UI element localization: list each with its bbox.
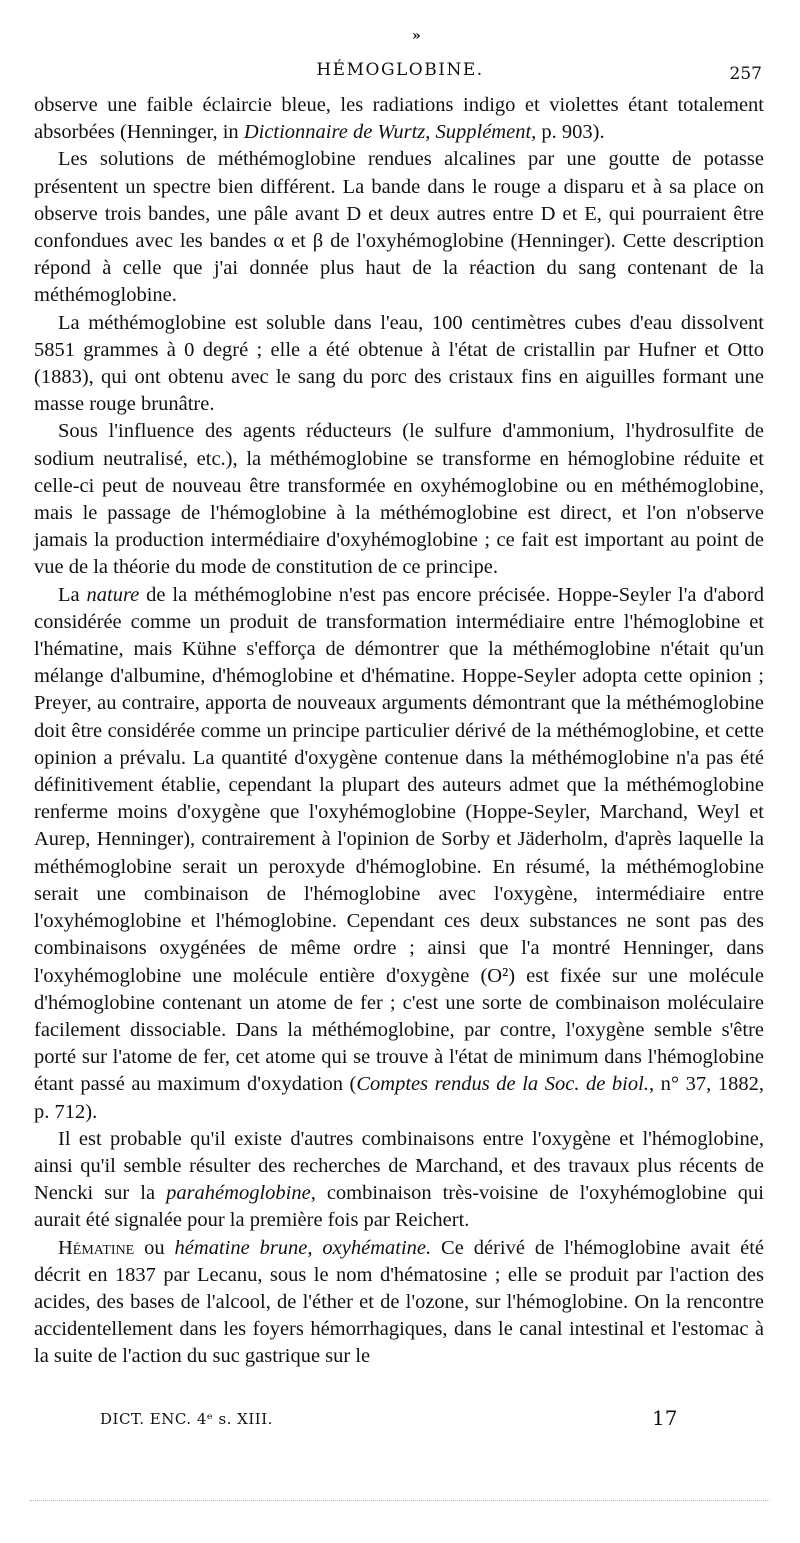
paragraph-6-italic: parahémoglobine, — [166, 1182, 316, 1205]
paragraph-6-tail: combinaison très-voisine de l'oxyhémoglobine qui aurait été signalée pour la première fois par Reichert. — [34, 1182, 765, 1232]
paragraph-7-term: Hématine — [58, 1236, 135, 1259]
footer — [0, 1406, 800, 1436]
footer-signature: DICT. ENC. 4ᵉ s. XIII. — [100, 1410, 273, 1428]
paragraph-7-or: ou — [134, 1236, 175, 1259]
paragraph-1-italic: Dictionnaire de Wurtz, Supplément, — [243, 121, 537, 144]
paragraph-7 — [34, 1235, 764, 1371]
body-text — [34, 92, 764, 1371]
paragraph-5 — [34, 582, 764, 1126]
running-head — [0, 60, 800, 90]
page-number: 257 — [729, 64, 762, 84]
paragraph-1-text: observe une faible éclaircie bleue, les radiations indigo et violettes étant totalement absorbées (Henninger, in — [34, 94, 764, 144]
paragraph-5-tail: , n° 37, 1882, p. 712). — [34, 1073, 764, 1123]
paragraph-1 — [34, 92, 764, 146]
paragraph-5-text: de la méthémoglobine n'est pas encore précisée. Hoppe-Seyler l'a d'abord considérée comme un produit de transformation intermédiaire entre l'hémoglobine et l'hématine, mais Kühne s'efforça de démontrer que la méthémoglobine n'était qu'un mélange d'albumine, d'hémoglobine et d'hématine. Hoppe-Seyler adopta cette opinion ; Preyer, au contraire, apporta de nouveaux arguments démontrant que la méthémoglobine doit être considérée comme un principe particulier dérivé de la méthémoglobine, et cette opinion a prévalu. La quantité d'oxygène contenue dans la méthémoglobine n'a pas été définitivement établie, cependant la plupart des auteurs admet que la méthémoglobine renferme moins d'oxygène que l'oxyhémoglobine (Hoppe-Seyler, Marchand, Weyl et Aurep, Henninger), contrairement à l'opinion de Sorby et Jäderholm, d'après laquelle la méthémoglobine serait un peroxyde d'hémoglobine. En résumé, la méthémoglobine serait une combinaison de l'hémoglobine avec l'oxygène, intermédiaire entre l'oxyhémoglobine et l'hémoglobine. Cependant ces deux substances ne sont pas des combinaisons oxygénées de même ordre ; ainsi que l'a montré Henninger, dans l'oxyhémoglobine une molécule entière d'oxygène (O²) est fixée sur une molécule d'hémoglobine contenant un atome de fer ; c'est une sorte de combinaison moléculaire facilement dissociable. Dans la méthémoglobine, par contre, l'oxygène semble s'être porté sur l'atome de fer, cet atome qui se trouve à l'état de minimum dans l'hémoglobine étant passé au maximum d'oxydation ( — [34, 583, 764, 1096]
running-head-title: HÉMOGLOBINE. — [316, 60, 484, 80]
paragraph-5-citation: Comptes rendus de la Soc. de biol. — [356, 1073, 649, 1096]
paragraph-6-text: Il est probable qu'il existe d'autres combinaisons entre l'oxygène et l'hémoglobine, ainsi qu'il semble résulter des recherches de Marchand, et des travaux plus récents de Nencki sur la — [34, 1127, 764, 1205]
paragraph-7-italic: hématine brune, oxyhématine. — [174, 1236, 432, 1259]
paragraph-5-italic: nature — [86, 583, 140, 606]
paragraph-6 — [34, 1126, 764, 1235]
bottom-dotted-rule — [30, 1500, 770, 1501]
paragraph-1-tail: p. 903). — [536, 121, 605, 144]
footer-sheet-number: 17 — [652, 1406, 678, 1430]
paragraph-3: La méthémoglobine est soluble dans l'eau, 100 centimètres cubes d'eau dissolvent 5851 grammes à 0 degré ; elle a été obtenue à l'état de cristallin par Hufner et Otto (1883), qui ont obtenu avec le sang du porc des cristaux fins en aiguilles formant une masse rouge brunâtre. — [34, 311, 764, 416]
paragraph-7-text: Ce dérivé de l'hémoglobine avait été décrit en 1837 par Lecanu, sous le nom d'hématosine ; elle se produit par l'action des acides, des bases de l'alcool, de l'éther et de l'ozone, sur l'hémoglobine. On la rencontre accidentellement dans les foyers hémorrhagiques, dans le canal intestinal et l'estomac à la suite de l'action du suc gastrique sur le — [34, 1236, 765, 1368]
paragraph-2: Les solutions de méthémoglobine rendues alcalines par une goutte de potasse présentent un spectre bien différent. La bande dans le rouge a disparu et à sa place on observe trois bandes, une pâle avant D et deux autres entre D et E, qui pourraient être confondues avec les bandes α et β de l'oxyhémoglobine (Henninger). Cette description répond à celle que j'ai donnée plus haut de la réaction du sang contenant de la méthémoglobine. — [34, 148, 764, 307]
paragraph-4: Sous l'influence des agents réducteurs (le sulfure d'ammonium, l'hydrosulfite de sodium neutralisé, etc.), la méthémoglobine se transforme en hémoglobine réduite et celle-ci peut de nouveau être transformée en oxyhémoglobine ou en méthémoglobine, mais le passage de l'hémoglobine à la méthémoglobine est direct, et l'on n'observe jamais la production intermédiaire d'oxyhémoglobine ; ce fait est important au point de vue de la théorie du mode de constitution de ce principe. — [34, 420, 764, 579]
paragraph-5-lead: La — [58, 583, 87, 606]
top-mark: » — [412, 28, 421, 44]
